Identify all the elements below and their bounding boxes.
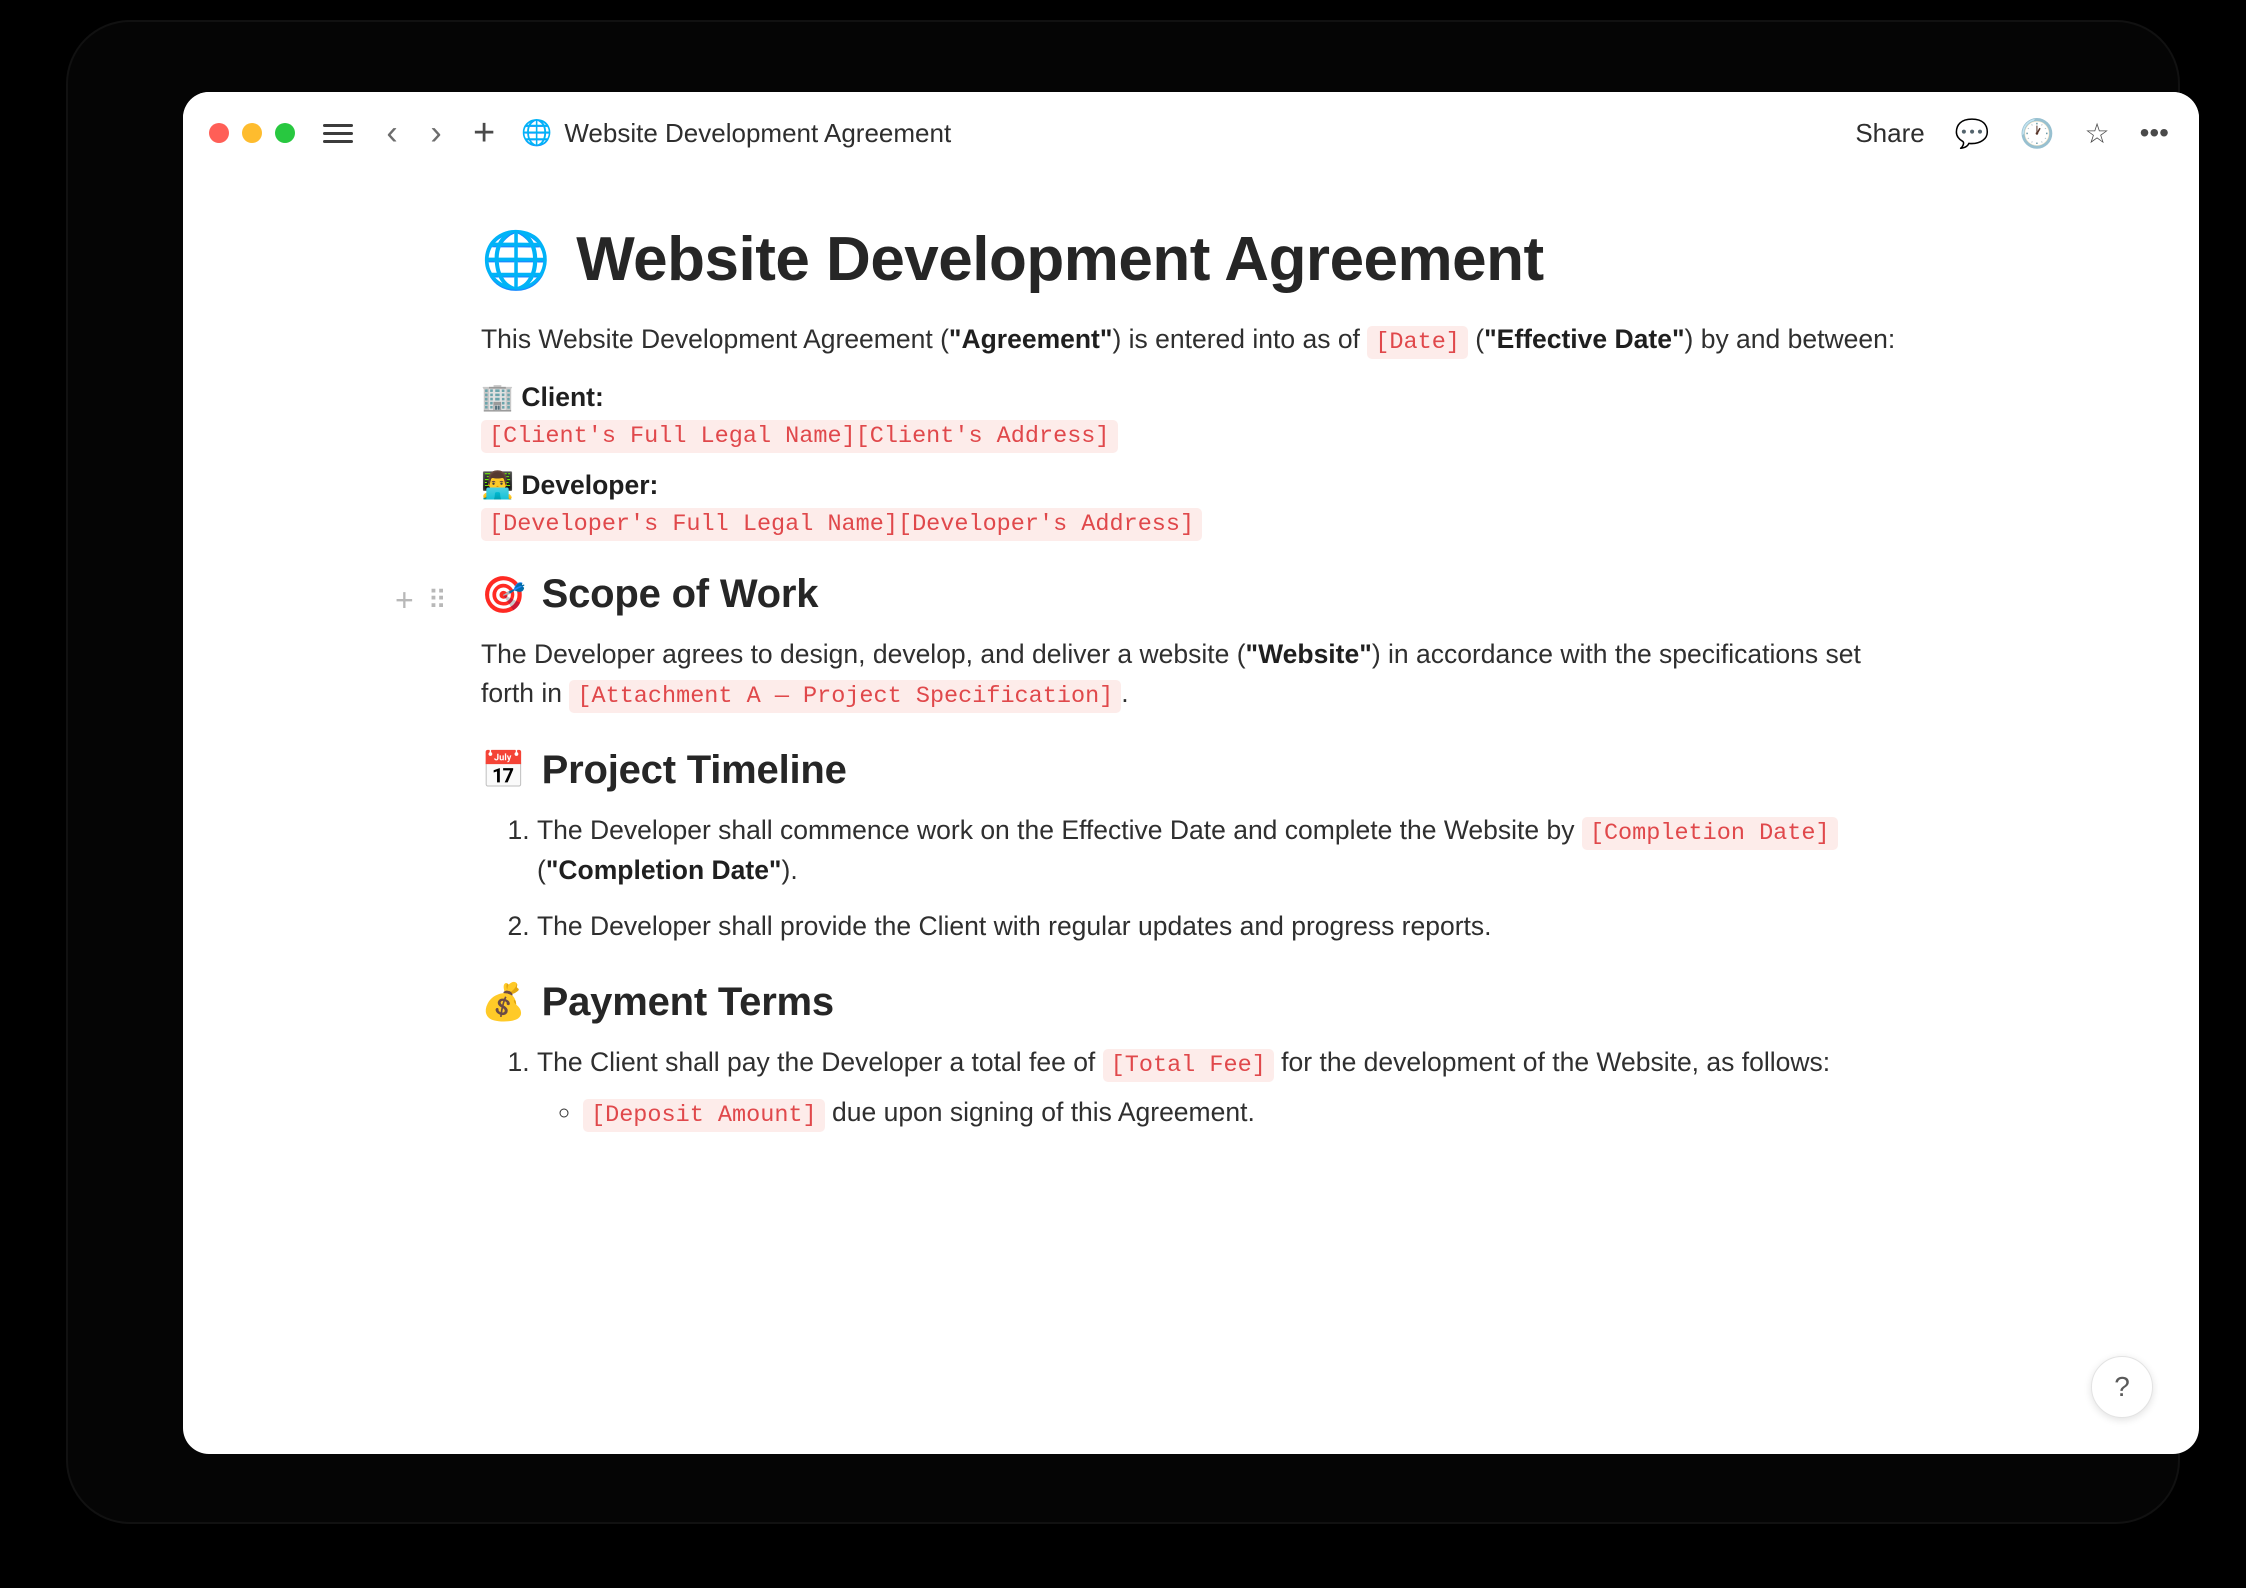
section-scope-of-work xyxy=(395,572,1901,713)
effective-date-term: "Effective Date" xyxy=(1484,324,1685,355)
scope-of-work-paragraph[interactable] xyxy=(481,635,1901,713)
intro-text-2: ) is entered into as of xyxy=(1112,324,1368,355)
developer-label: Developer: xyxy=(521,470,659,501)
agreement-term: "Agreement" xyxy=(948,324,1113,355)
scope-text-2: ) in accordance with the specifications set forth in xyxy=(481,639,1861,708)
timeline-text-3: ). xyxy=(781,854,798,885)
favorite-icon[interactable]: ☆ xyxy=(2084,117,2110,149)
office-building-icon: 🏢 xyxy=(481,382,514,413)
page-title[interactable] xyxy=(481,226,1901,294)
history-icon[interactable]: 🕐 xyxy=(2019,117,2055,149)
list-item[interactable] xyxy=(537,1043,1901,1133)
page-title-text: Website Development Agreement xyxy=(576,225,1544,294)
page-content xyxy=(395,225,1901,1133)
scope-text-1: The Developer agrees to design, develop, and deliver a website ( xyxy=(481,639,1246,670)
payment-text-1: The Client shall pay the Developer a total fee of xyxy=(537,1046,1103,1077)
calendar-icon: 📅 xyxy=(481,749,526,791)
payment-terms-heading[interactable] xyxy=(481,980,1901,1025)
titlebar-actions xyxy=(1855,117,2169,150)
attachment-placeholder[interactable]: [Attachment A — Project Specification] xyxy=(569,680,1121,713)
help-button[interactable] xyxy=(2091,1356,2153,1418)
globe-icon: 🌐 xyxy=(481,228,551,292)
timeline-text-1: The Developer shall commence work on the Effective Date and complete the Website by xyxy=(537,814,1582,845)
website-term: "Website" xyxy=(1245,639,1372,670)
add-block-icon[interactable]: + xyxy=(395,582,414,619)
maximize-window-button[interactable] xyxy=(275,123,295,143)
project-timeline-heading-text: Project Timeline xyxy=(541,747,847,792)
payment-terms-list xyxy=(481,1043,1901,1133)
payment-text-2: for the development of the Website, as follows: xyxy=(1273,1046,1831,1077)
app-window xyxy=(183,92,2199,1454)
completion-date-term: "Completion Date" xyxy=(545,854,782,885)
list-item[interactable] xyxy=(537,811,1901,889)
more-options-icon[interactable]: ••• xyxy=(2139,117,2169,148)
close-window-button[interactable] xyxy=(209,123,229,143)
title-bar xyxy=(183,92,2199,174)
share-button[interactable]: Share xyxy=(1855,117,1925,148)
breadcrumb[interactable] xyxy=(521,118,951,149)
new-page-icon[interactable]: + xyxy=(473,112,496,154)
breadcrumb-label: Website Development Agreement xyxy=(564,117,952,148)
scope-text-3: . xyxy=(1121,677,1129,708)
timeline-text-2: ( xyxy=(537,854,546,885)
comment-icon[interactable]: 💬 xyxy=(1954,117,1990,149)
client-label: Client: xyxy=(521,382,604,413)
drag-handle-icon[interactable]: ⠿ xyxy=(427,585,445,616)
developer-code-line[interactable] xyxy=(481,511,1901,538)
date-placeholder[interactable]: [Date] xyxy=(1367,326,1468,359)
menu-icon[interactable] xyxy=(321,118,355,148)
intro-text-3: ( xyxy=(1467,324,1485,355)
list-item[interactable] xyxy=(583,1093,1901,1133)
project-timeline-heading[interactable] xyxy=(481,748,1901,793)
developer-label-line[interactable] xyxy=(481,470,1901,501)
money-bag-icon: 💰 xyxy=(481,981,526,1023)
total-fee-placeholder[interactable]: [Total Fee] xyxy=(1103,1049,1274,1082)
target-icon: 🎯 xyxy=(481,573,526,615)
section-payment-terms xyxy=(481,980,1901,1133)
help-icon: ? xyxy=(2114,1371,2130,1402)
globe-icon: 🌐 xyxy=(521,118,553,147)
scope-of-work-heading[interactable] xyxy=(481,572,1901,617)
developer-icon: 👨‍💻 xyxy=(481,470,514,501)
block-handles[interactable] xyxy=(395,582,445,619)
client-label-line[interactable] xyxy=(481,382,1901,413)
client-code-line[interactable] xyxy=(481,423,1901,450)
developer-placeholder[interactable]: [Developer's Full Legal Name][Developer's Address] xyxy=(481,508,1202,541)
document-area[interactable] xyxy=(183,174,2199,1454)
client-placeholder[interactable]: [Client's Full Legal Name][Client's Address] xyxy=(481,420,1118,453)
chevron-right-icon: › xyxy=(430,114,442,152)
payment-terms-heading-text: Payment Terms xyxy=(541,979,834,1024)
timeline-text-4: The Developer shall provide the Client with regular updates and progress reports. xyxy=(537,911,1492,942)
deposit-amount-placeholder[interactable]: [Deposit Amount] xyxy=(583,1099,825,1132)
intro-text-1: This Website Development Agreement ( xyxy=(481,324,949,355)
minimize-window-button[interactable] xyxy=(242,123,262,143)
chevron-left-icon: ‹ xyxy=(386,114,398,152)
back-icon[interactable] xyxy=(377,116,407,150)
project-timeline-list xyxy=(481,811,1901,946)
payment-sub-list xyxy=(537,1093,1901,1133)
deposit-text: due upon signing of this Agreement. xyxy=(824,1096,1255,1127)
window-controls xyxy=(209,123,295,143)
completion-date-placeholder[interactable]: [Completion Date] xyxy=(1582,817,1838,850)
scope-of-work-heading-text: Scope of Work xyxy=(541,572,819,617)
device-frame xyxy=(68,22,2178,1522)
intro-text-4: ) by and between: xyxy=(1684,324,1896,355)
section-project-timeline xyxy=(481,748,1901,946)
list-item[interactable] xyxy=(537,907,1901,945)
forward-icon[interactable] xyxy=(421,116,451,150)
intro-paragraph[interactable] xyxy=(481,320,1901,360)
